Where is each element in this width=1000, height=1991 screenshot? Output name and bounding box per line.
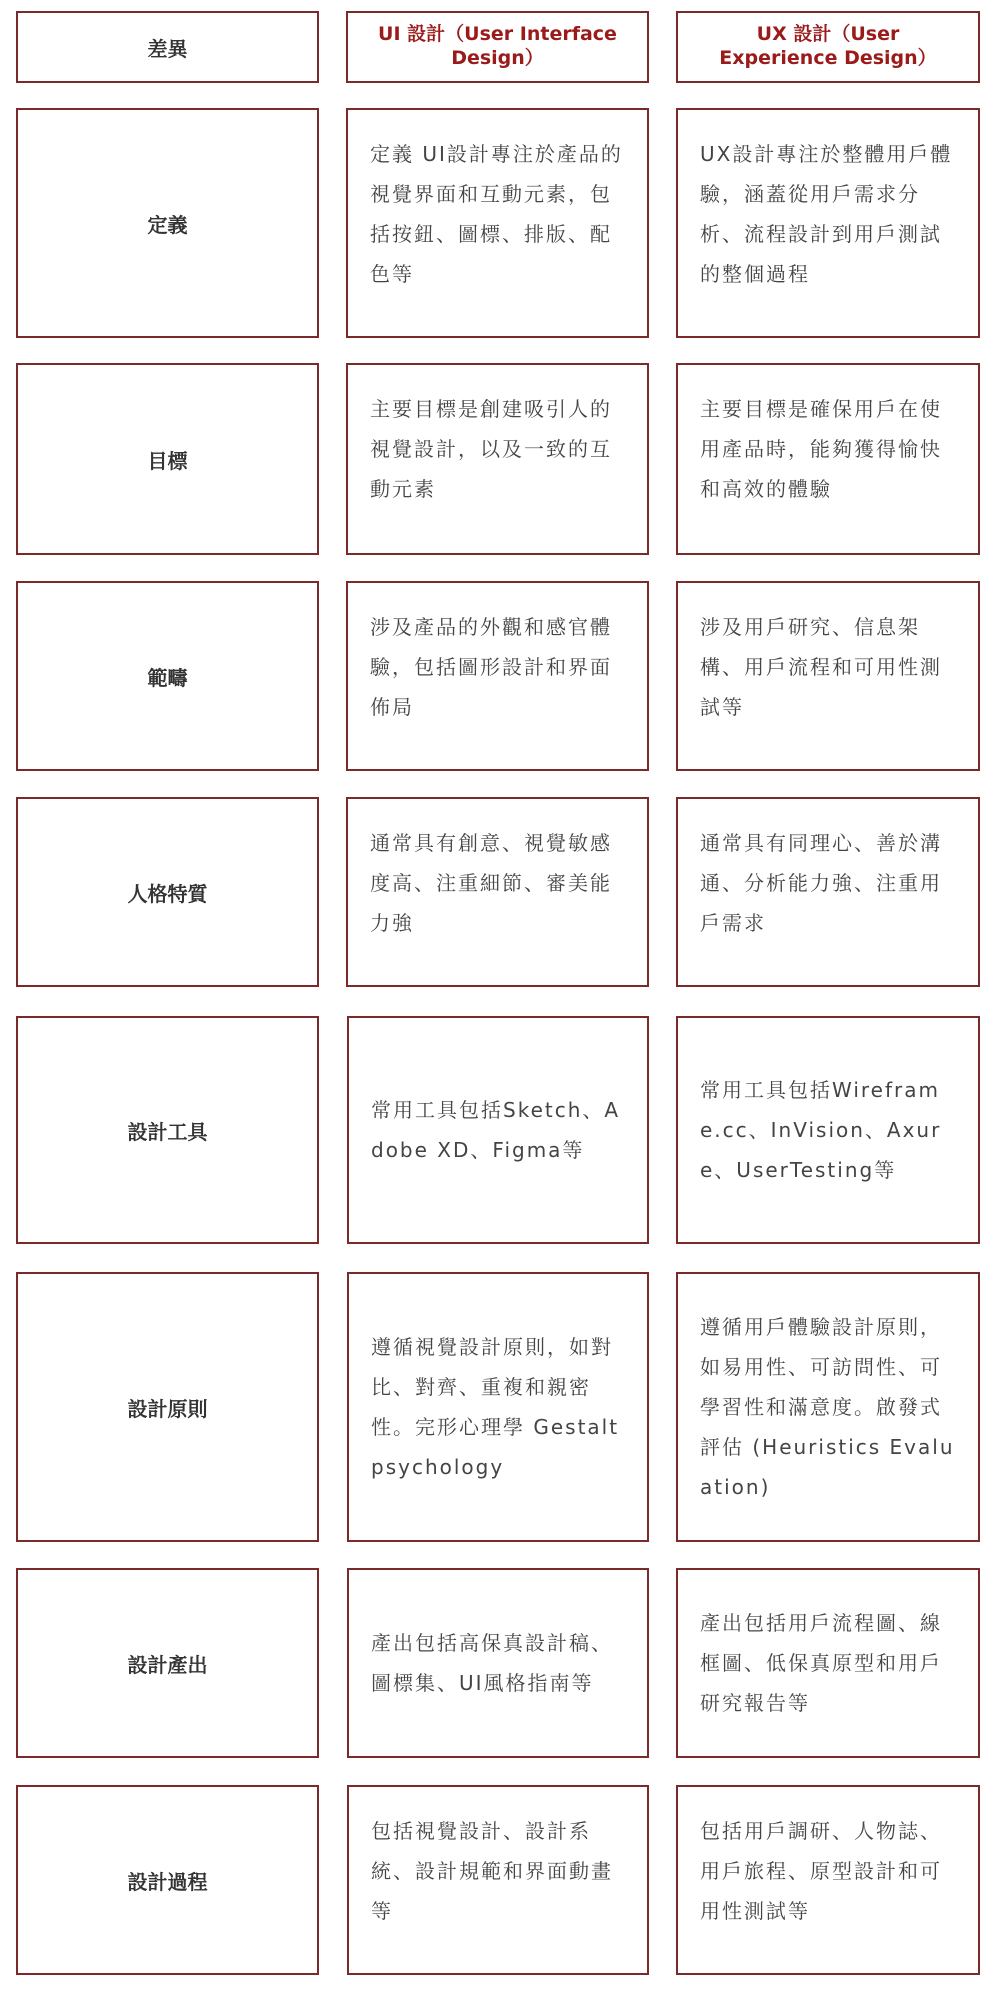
ui-cell [346,581,649,771]
row-label: 定義 [147,212,188,237]
header-diff-cell [16,11,319,83]
ux-cell [676,108,980,338]
ux-text: 包括用戶調研、人物誌、用戶旅程、原型設計和可用性測試等 [700,1819,942,1923]
ui-cell [346,363,649,555]
row-label-cell [16,363,319,555]
row-label-cell [16,1016,319,1244]
ui-cell [347,1785,649,1975]
header-ui-cell [346,11,649,83]
ux-text: 常用工具包括Wireframe.cc、InVision、Axure、UserTesting等 [700,1078,942,1182]
ui-text: 包括視覺設計、設計系統、設計規範和界面動畫等 [371,1819,613,1923]
ux-text: 通常具有同理心、善於溝通、分析能力強、注重用戶需求 [700,831,942,935]
row-label-cell [16,1568,319,1758]
ui-cell [347,1016,649,1244]
ui-text: 主要目標是創建吸引人的視覺設計，以及一致的互動元素 [370,397,612,501]
row-label: 設計產出 [127,1652,208,1677]
ux-cell [676,1016,980,1244]
ux-cell [676,1785,980,1975]
ui-text: 涉及產品的外觀和感官體驗，包括圖形設計和界面佈局 [370,615,612,719]
ui-text: 產出包括高保真設計稿、圖標集、UI風格指南等 [371,1631,613,1695]
row-label-cell [16,1785,319,1975]
ux-text: 主要目標是確保用戶在使用產品時，能夠獲得愉快和高效的體驗 [700,397,942,501]
row-label: 目標 [147,448,188,473]
row-label-cell [16,1272,319,1542]
row-label: 範疇 [147,665,188,690]
ui-cell [346,108,649,338]
row-label: 設計過程 [127,1869,208,1894]
ui-text: 通常具有創意、視覺敏感度高、注重細節、審美能力強 [370,831,612,935]
row-label: 設計工具 [127,1119,208,1144]
row-label-cell [16,797,319,987]
ux-cell [676,1272,980,1542]
ux-cell [676,1568,980,1758]
ui-cell [347,1272,649,1542]
ui-text: 常用工具包括Sketch、Adobe XD、Figma等 [371,1098,621,1162]
ui-text: 遵循視覺設計原則，如對比、對齊、重複和親密性。完形心理學 Gestalt psychology [371,1335,620,1479]
ux-cell [676,797,980,987]
row-label: 設計原則 [127,1396,208,1421]
ux-text: 涉及用戶研究、信息架構、用戶流程和可用性測試等 [700,615,942,719]
header-diff-label: 差異 [147,36,188,61]
ux-text: 產出包括用戶流程圖、線框圖、低保真原型和用戶研究報告等 [700,1611,942,1715]
ux-text: UX設計專注於整體用戶體驗，涵蓋從用戶需求分析、流程設計到用戶測試的整個過程 [700,142,953,286]
ui-text: 定義 UI設計專注於產品的視覺界面和互動元素，包括按鈕、圖標、排版、配色等 [370,142,623,286]
ux-cell [676,581,980,771]
row-label-cell [16,581,319,771]
header-ux-title: UX 設計（User Experience Design） [719,23,937,69]
ux-text: 遵循用戶體驗設計原則，如易用性、可訪問性、可學習性和滿意度。啟發式評估 (Heuristics Evaluation) [700,1315,955,1499]
ui-cell [347,1568,649,1758]
row-label: 人格特質 [127,881,208,906]
header-ux-cell [676,11,980,83]
row-label-cell [16,108,319,338]
ui-cell [346,797,649,987]
header-ui-title: UI 設計（User Interface Design） [378,23,617,69]
ux-cell [676,363,980,555]
